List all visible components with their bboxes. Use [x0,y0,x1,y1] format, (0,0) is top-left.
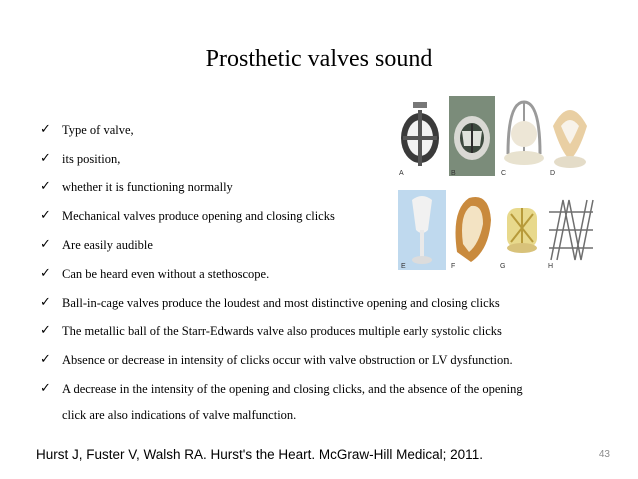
bullet-text: Can be heard even without a stethoscope. [62,267,270,281]
bullet-text: A decrease in the intensity of the opening and closing clicks, and the absence of the opening [62,382,523,396]
bullet-text: Type of valve, [62,123,134,137]
checkmark-icon: ✓ [40,295,51,310]
bullet-text: The metallic ball of the Starr-Edwards valve also produces multiple early systolic clicks [62,324,502,338]
checkmark-icon: ✓ [40,381,51,396]
valve-image-h [547,190,595,270]
bullet-continuation: click are also indications of valve malfunction. [62,408,297,422]
valve-label: A [399,170,404,177]
checkmark-icon: ✓ [40,237,51,252]
valve-image-d [549,96,591,176]
bullet-text: its position, [62,152,121,166]
page-title: Prosthetic valves sound [205,46,433,72]
valve-image-a [397,96,443,176]
checkmark-icon: ✓ [40,323,51,338]
valve-image-c [500,96,548,176]
valve-image-b [449,96,495,176]
bullet-text: whether it is functioning normally [62,180,233,194]
checkmark-icon: ✓ [40,266,51,281]
valve-image-e [398,190,446,270]
valve-label: D [550,170,556,177]
checkmark-icon: ✓ [40,179,51,194]
bullet-text: Ball-in-cage valves produce the loudest and most distinctive opening and closing clicks [62,296,500,310]
page-number: 43 [598,449,610,460]
checkmark-icon: ✓ [40,151,51,166]
valve-image-g [497,196,547,262]
valve-label: C [501,170,507,177]
valve-image-f [449,190,495,270]
checkmark-icon: ✓ [40,208,51,223]
checkmark-icon: ✓ [40,122,51,137]
valve-label: G [500,263,506,270]
reference-citation: Hurst J, Fuster V, Walsh RA. Hurst's the Heart. McGraw-Hill Medical; 2011. [36,447,483,462]
bullet-text: Are easily audible [62,238,153,252]
valve-label: E [401,263,406,270]
valve-label: H [548,263,554,270]
valve-label: F [451,263,456,270]
valve-label: B [451,170,456,177]
bullet-text: Absence or decrease in intensity of clicks occur with valve obstruction or LV dysfunction. [62,353,513,367]
checkmark-icon: ✓ [40,352,51,367]
bullet-text: Mechanical valves produce opening and closing clicks [62,209,335,223]
